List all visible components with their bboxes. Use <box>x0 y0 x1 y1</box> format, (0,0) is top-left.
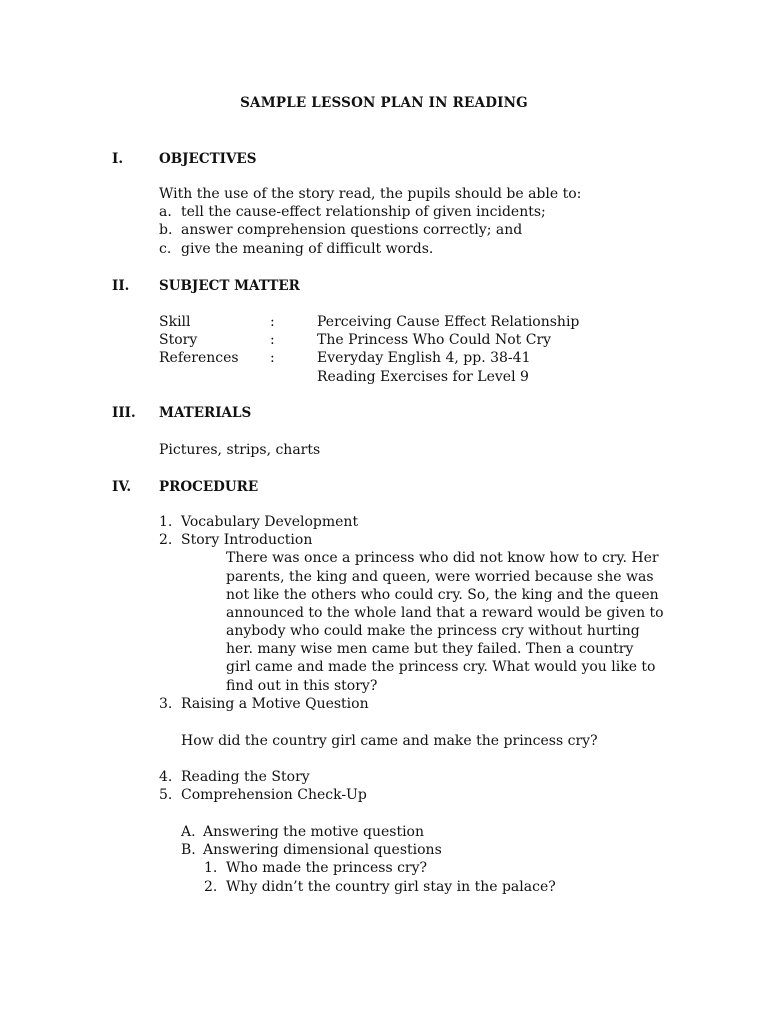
checkup-marker: B. <box>181 842 196 858</box>
procedure-step-marker: 2. <box>159 532 173 548</box>
story-line: anybody who could make the princess cry without hurting <box>226 623 640 639</box>
section-number: IV. <box>112 479 132 495</box>
story-line: girl came and made the princess cry. What would you like to <box>226 659 656 675</box>
subject-label: References <box>159 350 239 366</box>
objective-text: tell the cause-effect relationship of given incidents; <box>181 204 546 220</box>
procedure-step-text: Comprehension Check-Up <box>181 787 367 803</box>
section-number: II. <box>112 278 130 294</box>
story-line: find out in this story? <box>226 678 378 694</box>
subject-colon: : <box>270 314 275 330</box>
procedure-step-marker: 3. <box>159 696 173 712</box>
subject-value: Everyday English 4, pp. 38-41 <box>317 350 531 366</box>
procedure-step-marker: 5. <box>159 787 173 803</box>
procedure-step-text: Vocabulary Development <box>181 514 359 530</box>
section-title-objectives: OBJECTIVES <box>159 151 257 167</box>
objective-text: give the meaning of difficult words. <box>181 241 434 257</box>
subject-label: Skill <box>159 314 191 330</box>
subject-value: Perceiving Cause Effect Relationship <box>317 314 580 330</box>
question-marker: 2. <box>204 879 218 895</box>
story-line: her. many wise men came but they failed. Then a country <box>226 641 634 657</box>
document-title: SAMPLE LESSON PLAN IN READING <box>240 95 528 111</box>
story-line: not like the others who could cry. So, the king and the queen <box>226 587 659 603</box>
checkup-marker: A. <box>181 824 196 840</box>
question-marker: 1. <box>204 860 218 876</box>
section-title-subject-matter: SUBJECT MATTER <box>159 278 300 294</box>
subject-extra-reference: Reading Exercises for Level 9 <box>317 369 529 385</box>
procedure-step-text: Reading the Story <box>181 769 310 785</box>
motive-question: How did the country girl came and make the princess cry? <box>181 733 598 749</box>
procedure-step-marker: 4. <box>159 769 173 785</box>
checkup-text: Answering the motive question <box>203 824 425 840</box>
objective-text: answer comprehension questions correctly; and <box>181 222 523 238</box>
materials-text: Pictures, strips, charts <box>159 442 321 458</box>
objective-marker: b. <box>159 222 173 238</box>
procedure-step-text: Story Introduction <box>181 532 313 548</box>
story-line: announced to the whole land that a reward would be given to <box>226 605 664 621</box>
story-line: There was once a princess who did not know how to cry. Her <box>226 550 659 566</box>
objectives-intro: With the use of the story read, the pupils should be able to: <box>159 186 582 202</box>
objective-marker: a. <box>159 204 172 220</box>
subject-label: Story <box>159 332 198 348</box>
section-number: III. <box>112 405 136 421</box>
section-title-materials: MATERIALS <box>159 405 252 421</box>
subject-value: The Princess Who Could Not Cry <box>317 332 552 348</box>
section-number: I. <box>112 151 124 167</box>
story-line: parents, the king and queen, were worried because she was <box>226 569 654 585</box>
question-text: Who made the princess cry? <box>226 860 428 876</box>
objective-marker: c. <box>159 241 172 257</box>
checkup-text: Answering dimensional questions <box>203 842 442 858</box>
procedure-step-text: Raising a Motive Question <box>181 696 369 712</box>
section-title-procedure: PROCEDURE <box>159 479 259 495</box>
question-text: Why didn’t the country girl stay in the palace? <box>226 879 556 895</box>
subject-colon: : <box>270 332 275 348</box>
subject-colon: : <box>270 350 275 366</box>
procedure-step-marker: 1. <box>159 514 173 530</box>
